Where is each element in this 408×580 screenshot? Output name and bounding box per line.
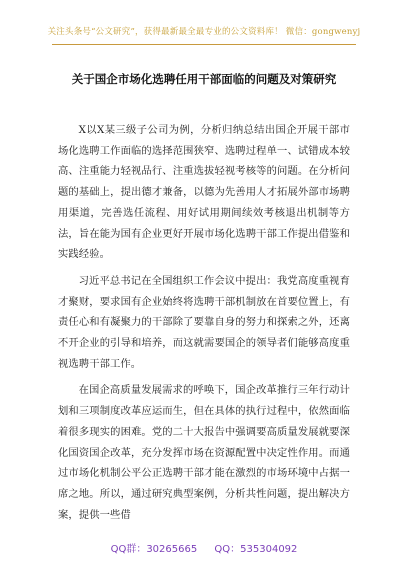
- document-title: 关于国企市场化选聘任用干部面临的问题及对策研究: [71, 72, 337, 86]
- paragraph: 习近平总书记在全国组织工作会议中提出：我党高度重视育才聚财，要求国有企业始终将选聘干部机制放在首要位置上，有责任心和有凝聚力的干部除了要靠自身的努力和探索之外，还离不开企业的引导和培养，而这就需要国企的领导者们能够高度重视选聘干部工作。: [58, 274, 350, 370]
- paragraph: X以X某三级子公司为例，分析归纳总结出国企开展干部市场化选聘工作面临的选择范围狭窄、选聘过程单一、试错成本较高、注重能力轻视品行、注重选拔轻视考核等的问题。在分析问题的基础上，提出德才兼备，以德为先善用人才拓展外部市场聘用渠道，完善选任流程、用好试用期间续效考核退出机制等方法，旨在能为国有企业更好开展市场化选聘干部工作提出借鉴和实践经验。: [58, 124, 350, 261]
- paragraph: 在国企高质量发展需求的呼唤下，国企改革推行三年行动计划和三项制度改革应运而生，但在具体的执行过程中，依然面临着很多现实的困难。党的二十大报告中强调要高质量发展就要深化国资国企改革，充分发挥市场在资源配置中决定性作用。而通过市场化机制公平公正选聘干部才能在激烈的市场环境中占据一席之地。所以，通过研究典型案例，分析共性问题，提出解决方案，提供一些借: [58, 384, 350, 521]
- footer-qq: QQ：535304092: [214, 544, 298, 555]
- document-body: [58, 120, 350, 531]
- footer-contact: [0, 540, 408, 555]
- footer-qq-group: QQ群：30265665: [110, 544, 198, 555]
- header-divider: [52, 44, 356, 45]
- header-banner: 关注头条号“公文研究”，获得最新最全最专业的公文资料库！ 微信：gongwenyj: [47, 27, 361, 37]
